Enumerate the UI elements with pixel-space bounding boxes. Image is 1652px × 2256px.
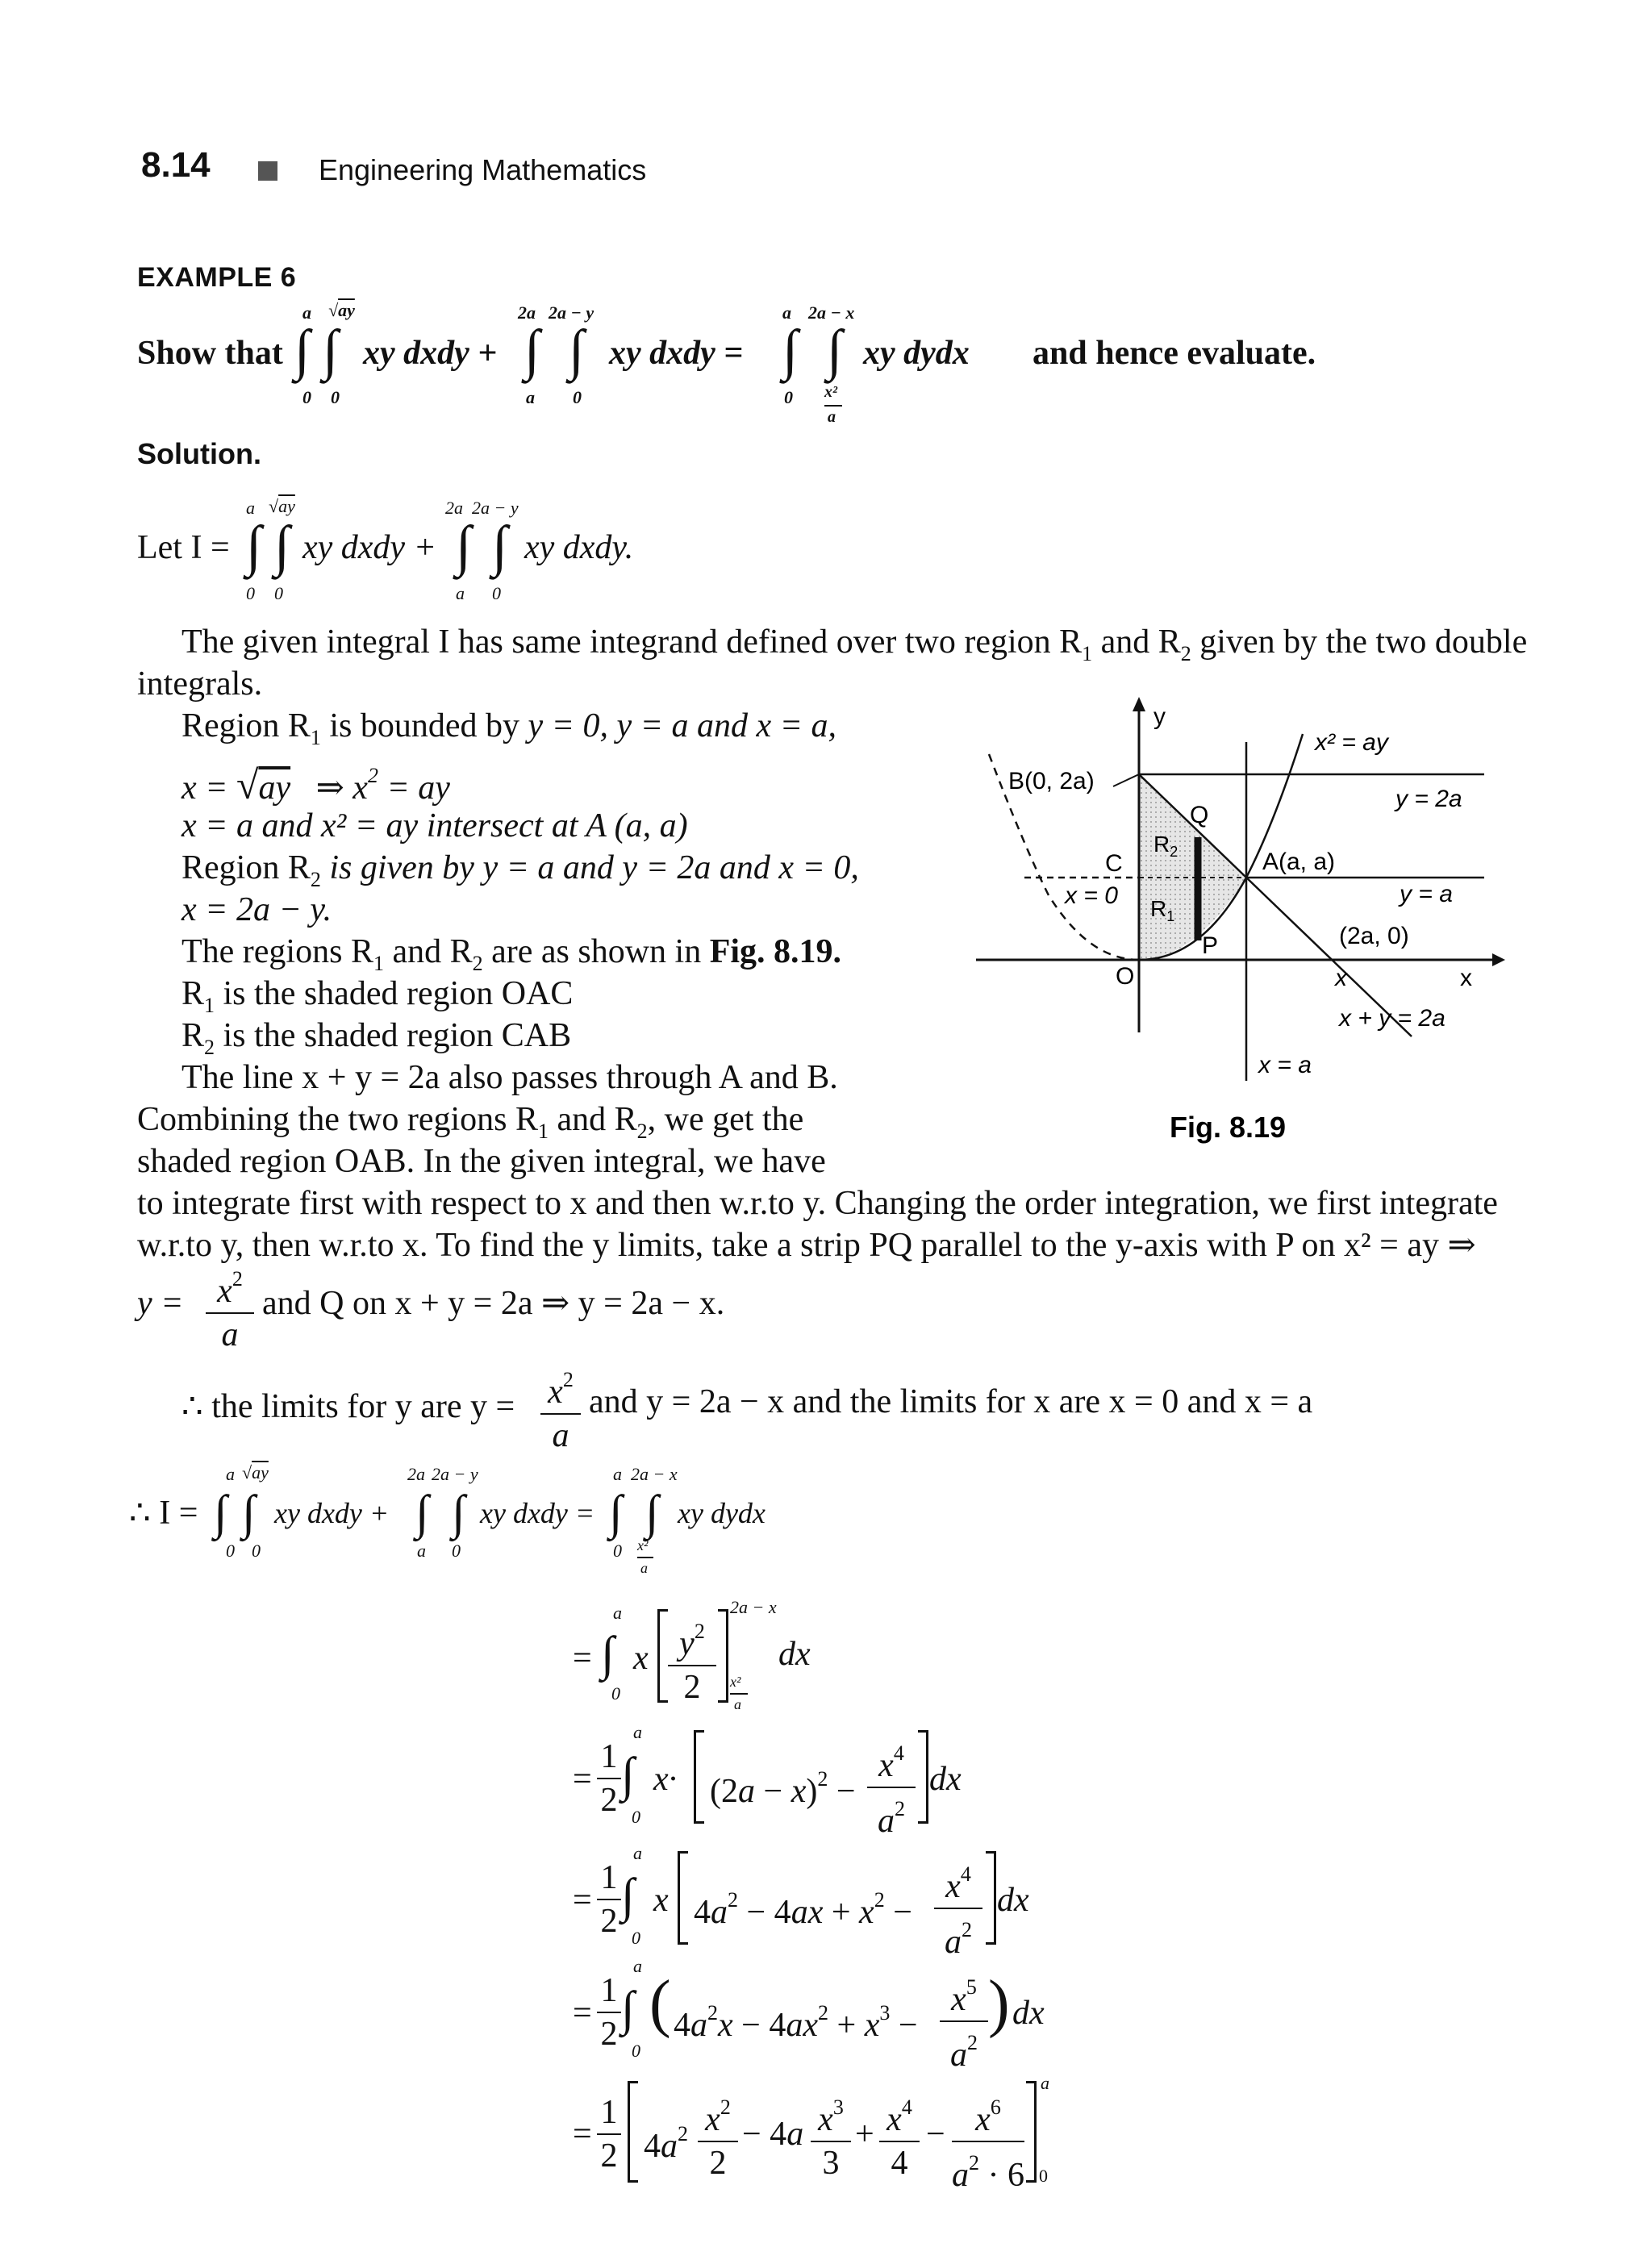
upper-limit: a: [1041, 2073, 1049, 2093]
lower-limit: 0: [784, 387, 793, 407]
figure-8-19: [960, 694, 1525, 1145]
label-x-line: x: [1335, 965, 1347, 991]
label-y-a: y = a: [1400, 881, 1453, 907]
integral-sign: ∫: [609, 1486, 623, 1539]
fraction-x4-over-4: $x^4$ 4: [879, 2087, 920, 2184]
left-bracket: [628, 2081, 638, 2183]
regions-shown-line: The regions $R_1$ and $R_2$ are as shown in Fig. 8.19.: [181, 933, 842, 975]
x-axis-arrow-icon: [1492, 953, 1505, 966]
step-1: [573, 1593, 976, 1730]
upper-limit: 2a − x: [730, 1597, 777, 1617]
lower-limit: 0: [632, 1928, 640, 1948]
upper-limit: a: [226, 1464, 235, 1484]
label-2a-0: (2a, 0): [1339, 923, 1409, 949]
para1-line2: integrals.: [137, 665, 263, 703]
upper-limit: √ay: [328, 300, 355, 320]
equals-sign: =: [573, 1640, 592, 1677]
therefore-term-1: xy dxdy +: [274, 1497, 390, 1529]
example-statement: [137, 298, 1589, 427]
upper-limit: a: [633, 1843, 642, 1863]
label-parabola: x² = ay: [1315, 729, 1388, 756]
upper-limit: a: [613, 1603, 622, 1623]
x-factor: x: [653, 1882, 669, 1919]
region-r2-line: Region $R_2$ is given by y = a and y = 2a and x = 0,: [181, 849, 859, 891]
fraction-x3-over-3: $x^3$ 3: [811, 2087, 851, 2184]
let-term-1: xy dxdy +: [302, 529, 436, 566]
integral-sign: ∫: [242, 1486, 256, 1539]
therefore-equation: [129, 1460, 855, 1589]
upper-limit: a: [246, 498, 255, 518]
let-i-equation: [137, 496, 863, 609]
fraction-y2-over-2: $y^2$ 2: [668, 1611, 716, 1708]
lower-limit: x²: [637, 1537, 649, 1553]
fraction-bar: [637, 1557, 653, 1558]
dx-text: dx: [929, 1761, 962, 1798]
example-label: EXAMPLE 6: [137, 262, 297, 293]
shaded-oab-line: shaded region OAB. In the given integral, we have: [137, 1143, 826, 1180]
book-title: Engineering Mathematics: [319, 153, 647, 186]
integral-sign: ∫: [456, 515, 472, 578]
limits-y-text: ∴ the limits for y are y =: [181, 1388, 515, 1425]
therefore-term-2: xy dxdy =: [480, 1497, 595, 1529]
para1-line1: The given integral I has same integrand defined over two region $R_1$ and $R_2$ given by the two double: [181, 623, 1528, 665]
integrate-first-line: to integrate first with respect to x and then w.r.to y. Changing the order integration, we first integrate: [137, 1185, 1498, 1222]
lower-limit: 0: [632, 1807, 640, 1827]
x-factor: x: [633, 1640, 649, 1677]
lower-limit: a: [417, 1541, 426, 1561]
therefore-i-text: ∴ I =: [129, 1495, 198, 1532]
label-q: Q: [1190, 802, 1209, 828]
line-passes-text: The line x + y = 2a also passes through A and B.: [181, 1059, 838, 1096]
lower-limit: 0: [1039, 2166, 1048, 2186]
left-bracket: [694, 1730, 704, 1824]
q-on-line: and Q on x + y = 2a ⇒ y = 2a − x.: [262, 1285, 725, 1322]
right-bracket: [718, 1609, 728, 1703]
equals-sign: =: [573, 1995, 592, 2032]
integral-sign: ∫: [621, 1869, 635, 1922]
fraction-half: 1 2: [597, 2091, 621, 2177]
r1-shaded-line: $R_1$ is the shaded region OAC: [181, 975, 574, 1017]
minus-4a: − 4a: [742, 2116, 804, 2153]
label-c: C: [1105, 850, 1123, 877]
upper-limit: a: [633, 1956, 642, 1976]
dx-text: dx: [778, 1636, 811, 1673]
header-square-icon: [258, 161, 277, 181]
region-r1-line: Region $R_1$ is bounded by y = 0, y = a and x = a,: [181, 707, 836, 749]
lower-limit: a: [640, 1560, 648, 1576]
integrand-1: xy dxdy +: [363, 335, 498, 372]
integral-sign: ∫: [294, 319, 311, 382]
show-that-text: Show that: [137, 335, 283, 372]
step-5: [573, 2069, 1137, 2198]
label-r1: $R_1$: [1150, 896, 1175, 924]
polynomial-terms: $4a^2x - 4ax^2 + x^3$ −: [674, 2001, 918, 2044]
solution-label: Solution.: [137, 437, 261, 470]
lower-limit: 0: [226, 1541, 235, 1561]
integral-sign: ∫: [601, 1627, 615, 1680]
fraction-x4-over-a2: $x^4$ $a^2$: [867, 1733, 916, 1842]
therefore-term-3: xy dydx: [678, 1497, 766, 1529]
integral-sign: ∫: [569, 319, 585, 382]
lower-limit: a: [828, 408, 836, 426]
polynomial-terms: $4a^2 - 4ax + x^2$ −: [694, 1888, 912, 1931]
label-y-axis: y: [1153, 703, 1166, 730]
label-x-a: x = a: [1258, 1052, 1312, 1078]
label-p: P: [1202, 932, 1219, 959]
right-bracket: [1026, 2081, 1037, 2183]
r2-shaded-line: $R_2$ is the shaded region CAB: [181, 1017, 572, 1059]
limits-rest-text: and y = 2a − x and the limits for x are x = 0 and x = a: [589, 1383, 1313, 1420]
integrand-2: xy dxdy =: [609, 335, 744, 372]
lower-limit: 0: [331, 387, 340, 407]
label-x-axis: x: [1460, 965, 1472, 991]
integral-sign: ∫: [492, 515, 508, 578]
right-bracket: [986, 1851, 996, 1945]
equals-sign: =: [573, 2116, 592, 2153]
integral-sign: ∫: [274, 515, 290, 578]
integral-sign: ∫: [246, 515, 262, 578]
upper-limit: 2a: [518, 302, 536, 323]
label-y-2a: y = 2a: [1395, 786, 1462, 812]
integral-sign: ∫: [645, 1486, 659, 1539]
let-term-2: xy dxdy.: [524, 529, 634, 566]
label-o: O: [1116, 963, 1135, 990]
lower-limit: a: [456, 583, 465, 603]
fraction-x4-over-a2: $x^4$ $a^2$: [934, 1854, 982, 1963]
fraction-half: 1 2: [597, 1857, 621, 1942]
integral-sign: ∫: [782, 319, 799, 382]
hence-evaluate-text: and hence evaluate.: [1032, 335, 1316, 372]
fraction-x2-over-a: $x^2$ a: [540, 1359, 581, 1457]
left-bracket: [678, 1851, 688, 1945]
lower-limit: 0: [613, 1541, 622, 1561]
y-axis-arrow-icon: [1133, 697, 1145, 711]
page-number: 8.14: [141, 145, 211, 185]
fraction-x6-over-a2-6: $x^6$ $a^2 \cdot 6$: [952, 2087, 1024, 2196]
lower-limit: a: [526, 387, 535, 407]
upper-limit: 2a − y: [472, 498, 519, 518]
fraction-half: 1 2: [597, 1970, 621, 2055]
upper-limit: 2a − y: [549, 302, 594, 323]
y-equals-text: y =: [137, 1285, 184, 1322]
upper-limit: a: [302, 302, 311, 323]
upper-limit: a: [782, 302, 791, 323]
integral-sign: ∫: [621, 1748, 635, 1801]
lower-limit: x²: [730, 1674, 741, 1690]
lower-limit: 0: [302, 387, 311, 407]
label-b: B(0, 2a): [1008, 768, 1095, 794]
label-r2: $R_2$: [1153, 832, 1179, 860]
integral-sign: ∫: [214, 1486, 227, 1539]
plus-sign: +: [855, 2116, 874, 2153]
minus-sign: −: [926, 2116, 945, 2153]
x-dot-factor: x·: [653, 1761, 678, 1798]
fraction-x5-over-a2: $x^5$ $a^2$: [940, 1966, 988, 2076]
upper-limit: 2a − x: [808, 302, 855, 323]
lower-limit: 0: [246, 583, 255, 603]
term-4a2: $4a^2$: [644, 2122, 688, 2165]
fraction-bar: [730, 1693, 748, 1695]
upper-limit: 2a − y: [432, 1464, 478, 1484]
step-4: [573, 1952, 1218, 2073]
left-paren: (: [649, 1968, 671, 2039]
integral-sign: ∫: [452, 1486, 465, 1539]
integral-sign: ∫: [323, 319, 339, 382]
lower-limit: 0: [492, 583, 501, 603]
wrto-y-line: w.r.to y, then w.r.to x. To find the y limits, take a strip PQ parallel to the y-axis with P on x² = ay ⇒: [137, 1227, 1476, 1264]
equals-sign: =: [573, 1761, 592, 1798]
integral-sign: ∫: [827, 319, 843, 382]
step-2: [573, 1718, 1137, 1839]
left-bracket: [657, 1609, 668, 1703]
lower-limit: 0: [573, 387, 582, 407]
lower-limit: 0: [611, 1683, 620, 1703]
dx-text: dx: [997, 1882, 1029, 1919]
integrand-3: xy dydx: [863, 335, 970, 372]
label-x-0: x = 0: [1065, 882, 1118, 909]
figure-caption: Fig. 8.19: [1170, 1111, 1287, 1144]
pointer-b: [1113, 774, 1139, 786]
right-bracket: [918, 1730, 928, 1824]
equals-sign: =: [573, 1882, 592, 1919]
let-i-text: Let I =: [137, 529, 230, 566]
integral-sign: ∫: [621, 1982, 635, 2035]
sqrt-line: x = √ay ⇒ $x^2$ = ay: [181, 762, 450, 807]
label-a: A(a, a): [1262, 849, 1336, 875]
x-eq-line: x = 2a − y.: [181, 891, 332, 928]
term-2a-minus-x: $(2a - x)^2$ −: [710, 1767, 856, 1810]
combining-line: Combining the two regions $R_1$ and $R_2$, we get the: [137, 1101, 804, 1143]
lower-limit: 0: [252, 1541, 261, 1561]
lower-limit: 0: [452, 1541, 461, 1561]
step-3: [573, 1839, 1218, 1960]
upper-limit: a: [613, 1464, 622, 1484]
lower-limit: x²: [824, 383, 837, 401]
fraction-bar: [824, 405, 842, 407]
dx-text: dx: [1012, 1995, 1045, 2032]
lower-limit: 0: [632, 2041, 640, 2061]
label-x-plus-y-2a: x + y = 2a: [1339, 1005, 1446, 1032]
upper-limit: √ay: [269, 496, 295, 516]
intersect-line: x = a and x² = ay intersect at A (a, a): [181, 807, 688, 844]
upper-limit: √ay: [242, 1462, 269, 1482]
fraction-x2-over-a: $x^2$ a: [206, 1258, 254, 1356]
fraction-x2-over-2: $x^2$ 2: [698, 2087, 738, 2184]
upper-limit: 2a − x: [631, 1464, 678, 1484]
lower-limit: a: [734, 1696, 741, 1712]
upper-limit: 2a: [445, 498, 463, 518]
fraction-half: 1 2: [597, 1736, 621, 1821]
upper-limit: a: [633, 1722, 642, 1742]
integral-sign: ∫: [415, 1486, 429, 1539]
right-paren: ): [988, 1968, 1010, 2039]
integral-sign: ∫: [524, 319, 540, 382]
lower-limit: 0: [274, 583, 283, 603]
upper-limit: 2a: [407, 1464, 425, 1484]
